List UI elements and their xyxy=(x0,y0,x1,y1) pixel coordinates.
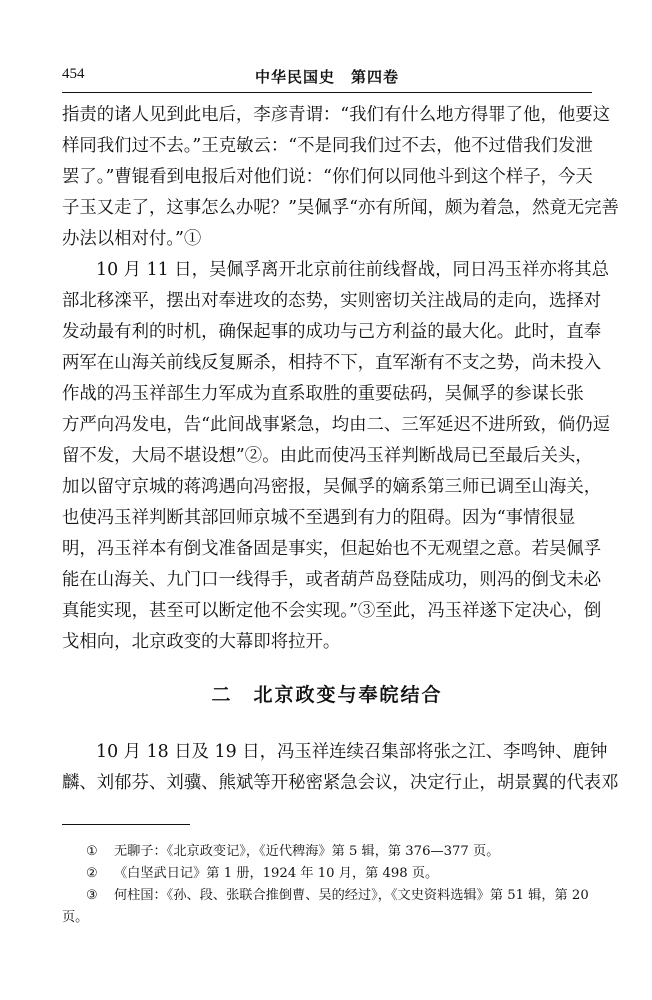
footnote-mark: ① xyxy=(86,844,98,859)
footnote-text: 无聊子：《北京政变记》，《近代稗海》第 5 辑，第 376—377 页。 xyxy=(114,844,500,859)
body-line: 方严向冯发电，告“此间战事紧急，均由二、三军延迟不进所致，倘仍逗 xyxy=(62,415,611,435)
body-line: 10 月 18 日及 19 日，冯玉祥连续召集部将张之江、李鸣钟、鹿钟 xyxy=(96,742,608,762)
running-title: 中华民国史 第四卷 xyxy=(254,68,399,86)
page-header xyxy=(62,66,592,90)
footnote xyxy=(62,886,592,906)
body-line: 发动最有利的时机，确保起事的成功与己方利益的最大化。此时，直奉 xyxy=(62,322,602,342)
header-rule xyxy=(62,92,592,93)
body-line: 作战的冯玉祥部生力军成为直系取胜的重要砝码，吴佩孚的参谋长张 xyxy=(62,384,584,404)
body-line: 10 月 11 日，吴佩孚离开北京前往前线督战，同日冯玉祥亦将其总 xyxy=(96,260,610,280)
footnote-text: 页。 xyxy=(62,910,89,925)
body-line: 样同我们过不去。”王克敏云：“不是同我们过不去，他不过借我们发泄 xyxy=(62,136,593,156)
body-line: 也使冯玉祥判断其部回师京城不至遇到有力的阻碍。因为“事情很显 xyxy=(62,508,576,528)
footnote-mark: ② xyxy=(86,866,98,881)
body-line: 子玉又走了，这事怎么办呢？”吴佩孚“亦有所闻，颇为着急，然竟无完善 xyxy=(62,198,619,218)
body-line: 指责的诸人见到此电后，李彦青谓：“我们有什么地方得罪了他，他要这 xyxy=(62,105,611,125)
body-line: 办法以相对付。”① xyxy=(62,229,202,249)
body-line: 戈相向，北京政变的大幕即将拉开。 xyxy=(62,632,341,652)
body-line: 留不发，大局不堪设想”②。由此而使冯玉祥判断战局已至最后关头， xyxy=(62,446,593,466)
body-line: 部北移滦平，摆出对奉进攻的态势，实则密切关注战局的走向，选择对 xyxy=(62,291,602,311)
footnote-text: 《白坚武日记》第 1 册，1924 年 10 月，第 498 页。 xyxy=(114,866,439,881)
body-line: 麟、刘郁芬、刘骥、熊斌等开秘密紧急会议，决定行止，胡景翼的代表邓 xyxy=(62,773,619,793)
body-line: 加以留守京城的蒋鸿遇向冯密报，吴佩孚的嫡系第三师已调至山海关， xyxy=(62,477,602,497)
page-number: 454 xyxy=(62,66,85,82)
body-line: 罢了。”曹锟看到电报后对他们说：“你们何以同他斗到这个样子，今天 xyxy=(62,167,593,187)
footnote xyxy=(62,842,592,862)
body-line: 能在山海关、九门口一线得手，或者葫芦岛登陆成功，则冯的倒戈未必 xyxy=(62,570,602,590)
footnote-mark: ③ xyxy=(86,888,98,903)
footnote xyxy=(62,864,592,884)
body-line: 真能实现，甚至可以断定他不会实现。”③至此，冯玉祥遂下定决心，倒 xyxy=(62,601,602,621)
footnote-continuation xyxy=(62,908,592,928)
body-line: 明，冯玉祥本有倒戈准备固是事实，但起始也不无观望之意。若吴佩孚 xyxy=(62,539,602,559)
section-heading: 二 北京政变与奉皖结合 xyxy=(211,684,443,706)
body-line: 两军在山海关前线反复厮杀，相持不下，直军渐有不支之势，尚未投入 xyxy=(62,353,602,373)
footnote-text: 何柱国：《孙、段、张联合推倒曹、吴的经过》，《文史资料选辑》第 51 辑，第 20 xyxy=(114,888,589,903)
footnote-rule xyxy=(62,824,190,825)
